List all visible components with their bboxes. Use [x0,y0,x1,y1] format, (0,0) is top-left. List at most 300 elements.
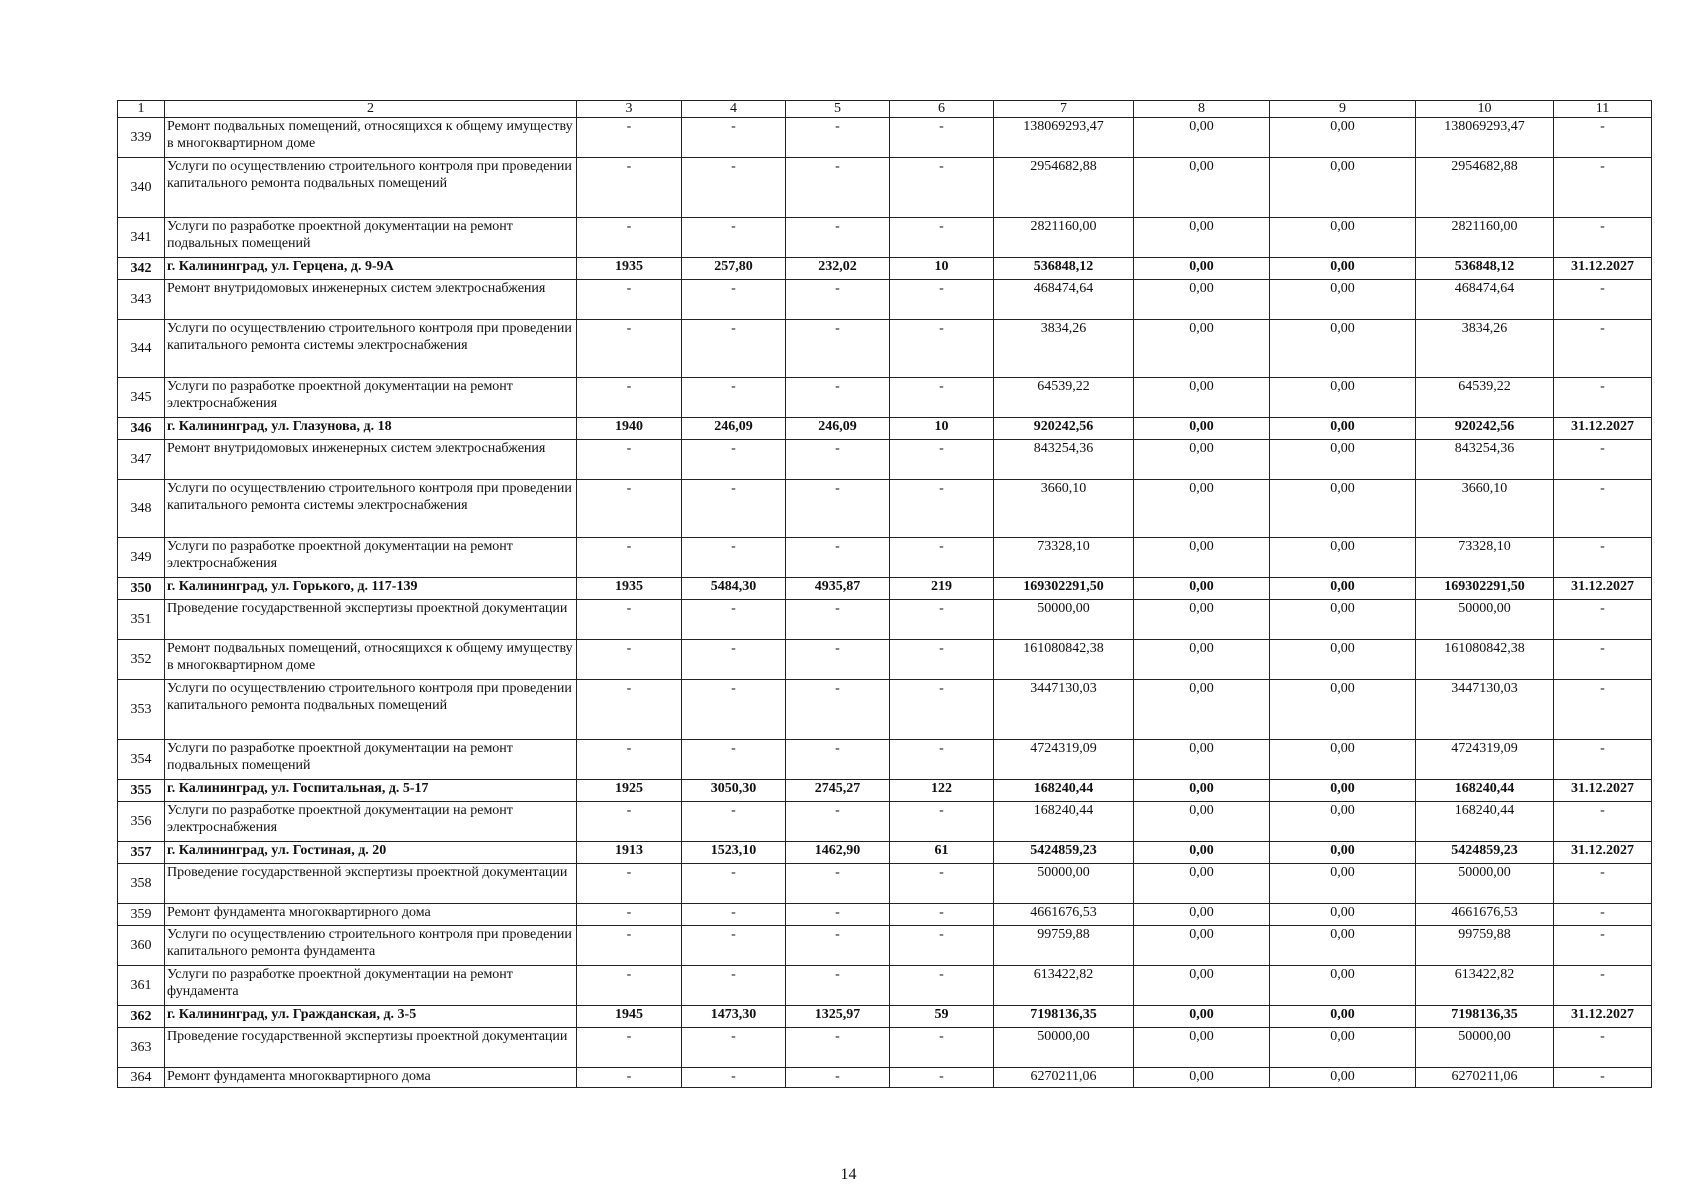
row-number-cell: 354 [118,740,165,780]
table-row [118,320,1652,378]
owners-funds-cell: 64539,22 [1416,378,1554,418]
item-name-cell: Ремонт подвальных помещений, относящихся к общему имуществу в многоквартирном доме [165,118,577,158]
living-area-cell: - [786,320,890,378]
row-number-cell: 348 [118,480,165,538]
fund-regional-cell: 0,00 [1134,480,1270,538]
fund-local-cell: 0,00 [1270,600,1416,640]
owners-funds-cell: 536848,12 [1416,258,1554,280]
deadline-cell: - [1554,680,1652,740]
residents-cell: - [890,802,994,842]
table-row [118,740,1652,780]
total-cost-cell: 73328,10 [994,538,1134,578]
deadline-cell: - [1554,740,1652,780]
residents-cell: - [890,864,994,904]
repair-program-table [117,100,1652,1088]
table-row [118,218,1652,258]
year-built-cell: 1913 [577,842,682,864]
living-area-cell: 1462,90 [786,842,890,864]
fund-regional-cell: 0,00 [1134,1028,1270,1068]
total-area-cell: 1473,30 [682,1006,786,1028]
total-cost-cell: 5424859,23 [994,842,1134,864]
residents-cell: 10 [890,418,994,440]
living-area-cell: - [786,802,890,842]
total-area-cell: - [682,320,786,378]
fund-regional-cell: 0,00 [1134,1068,1270,1088]
owners-funds-cell: 3447130,03 [1416,680,1554,740]
item-name-cell: Ремонт подвальных помещений, относящихся к общему имуществу в многоквартирном доме [165,640,577,680]
total-area-cell: - [682,640,786,680]
residents-cell: - [890,904,994,926]
item-name-cell: Услуги по осуществлению строительного контроля при проведении капитального ремонта системы электроснабжения [165,480,577,538]
living-area-cell: - [786,280,890,320]
fund-local-cell: 0,00 [1270,258,1416,280]
owners-funds-cell: 3834,26 [1416,320,1554,378]
total-area-cell: - [682,600,786,640]
year-built-cell: - [577,538,682,578]
year-built-cell: - [577,740,682,780]
deadline-cell: - [1554,904,1652,926]
living-area-cell: - [786,740,890,780]
year-built-cell: - [577,158,682,218]
item-name-cell: Ремонт фундамента многоквартирного дома [165,1068,577,1088]
item-name-cell: г. Калининград, ул. Гражданская, д. 3-5 [165,1006,577,1028]
item-name-cell: Услуги по осуществлению строительного контроля при проведении капитального ремонта фундамента [165,926,577,966]
owners-funds-cell: 3660,10 [1416,480,1554,538]
fund-regional-cell: 0,00 [1134,418,1270,440]
total-cost-cell: 50000,00 [994,1028,1134,1068]
row-number-cell: 342 [118,258,165,280]
table-row [118,418,1652,440]
row-number-cell: 353 [118,680,165,740]
fund-local-cell: 0,00 [1270,118,1416,158]
item-name-cell: Услуги по осуществлению строительного контроля при проведении капитального ремонта подвальных помещений [165,158,577,218]
row-number-cell: 355 [118,780,165,802]
living-area-cell: 232,02 [786,258,890,280]
table-row [118,780,1652,802]
owners-funds-cell: 50000,00 [1416,600,1554,640]
row-number-cell: 349 [118,538,165,578]
item-name-cell: Проведение государственной экспертизы проектной документации [165,1028,577,1068]
residents-cell: - [890,680,994,740]
total-area-cell: 246,09 [682,418,786,440]
row-number-cell: 357 [118,842,165,864]
total-area-cell: - [682,1028,786,1068]
total-area-cell: - [682,158,786,218]
owners-funds-cell: 73328,10 [1416,538,1554,578]
page-number: 14 [840,1166,857,1183]
table-row [118,258,1652,280]
year-built-cell: - [577,480,682,538]
owners-funds-cell: 169302291,50 [1416,578,1554,600]
fund-local-cell: 0,00 [1270,864,1416,904]
year-built-cell: - [577,640,682,680]
table-row [118,966,1652,1006]
item-name-cell: Услуги по разработке проектной документации на ремонт фундамента [165,966,577,1006]
deadline-cell: - [1554,480,1652,538]
living-area-cell: - [786,904,890,926]
owners-funds-cell: 843254,36 [1416,440,1554,480]
total-area-cell: 257,80 [682,258,786,280]
deadline-cell: 31.12.2027 [1554,418,1652,440]
owners-funds-cell: 50000,00 [1416,1028,1554,1068]
total-area-cell: - [682,802,786,842]
residents-cell: 61 [890,842,994,864]
fund-local-cell: 0,00 [1270,842,1416,864]
total-cost-cell: 843254,36 [994,440,1134,480]
total-area-cell: - [682,864,786,904]
fund-regional-cell: 0,00 [1134,842,1270,864]
deadline-cell: 31.12.2027 [1554,842,1652,864]
year-built-cell: 1945 [577,1006,682,1028]
total-cost-cell: 3447130,03 [994,680,1134,740]
fund-regional-cell: 0,00 [1134,802,1270,842]
living-area-cell: - [786,864,890,904]
column-header: 3 [577,101,682,118]
residents-cell: - [890,480,994,538]
total-area-cell: - [682,218,786,258]
fund-local-cell: 0,00 [1270,480,1416,538]
living-area-cell: - [786,158,890,218]
deadline-cell: - [1554,802,1652,842]
year-built-cell: - [577,864,682,904]
fund-regional-cell: 0,00 [1134,440,1270,480]
deadline-cell: - [1554,158,1652,218]
living-area-cell: - [786,440,890,480]
owners-funds-cell: 2954682,88 [1416,158,1554,218]
total-area-cell: 1523,10 [682,842,786,864]
table-row [118,378,1652,418]
year-built-cell: 1935 [577,258,682,280]
table-body [118,118,1652,1088]
deadline-cell: - [1554,218,1652,258]
fund-regional-cell: 0,00 [1134,640,1270,680]
living-area-cell: 4935,87 [786,578,890,600]
owners-funds-cell: 4661676,53 [1416,904,1554,926]
residents-cell: - [890,378,994,418]
item-name-cell: Проведение государственной экспертизы проектной документации [165,600,577,640]
total-cost-cell: 168240,44 [994,802,1134,842]
column-header: 5 [786,101,890,118]
residents-cell: - [890,600,994,640]
table-row [118,680,1652,740]
deadline-cell: - [1554,966,1652,1006]
table-row [118,1006,1652,1028]
total-cost-cell: 99759,88 [994,926,1134,966]
table-row [118,600,1652,640]
total-cost-cell: 50000,00 [994,600,1134,640]
deadline-cell: - [1554,640,1652,680]
column-header: 11 [1554,101,1652,118]
fund-regional-cell: 0,00 [1134,320,1270,378]
owners-funds-cell: 468474,64 [1416,280,1554,320]
residents-cell: - [890,118,994,158]
row-number-cell: 343 [118,280,165,320]
fund-local-cell: 0,00 [1270,1028,1416,1068]
table-row [118,904,1652,926]
deadline-cell: - [1554,440,1652,480]
fund-local-cell: 0,00 [1270,578,1416,600]
living-area-cell: 246,09 [786,418,890,440]
total-cost-cell: 613422,82 [994,966,1134,1006]
fund-regional-cell: 0,00 [1134,680,1270,740]
total-cost-cell: 2954682,88 [994,158,1134,218]
total-cost-cell: 50000,00 [994,864,1134,904]
living-area-cell: - [786,538,890,578]
row-number-cell: 359 [118,904,165,926]
row-number-cell: 364 [118,1068,165,1088]
fund-local-cell: 0,00 [1270,158,1416,218]
fund-regional-cell: 0,00 [1134,378,1270,418]
fund-local-cell: 0,00 [1270,440,1416,480]
column-header: 1 [118,101,165,118]
year-built-cell: - [577,280,682,320]
row-number-cell: 339 [118,118,165,158]
item-name-cell: Ремонт фундамента многоквартирного дома [165,904,577,926]
residents-cell: 122 [890,780,994,802]
total-area-cell: - [682,378,786,418]
year-built-cell: - [577,680,682,740]
living-area-cell: - [786,966,890,1006]
fund-local-cell: 0,00 [1270,740,1416,780]
row-number-cell: 340 [118,158,165,218]
owners-funds-cell: 99759,88 [1416,926,1554,966]
item-name-cell: Ремонт внутридомовых инженерных систем электроснабжения [165,280,577,320]
row-number-cell: 351 [118,600,165,640]
row-number-cell: 363 [118,1028,165,1068]
column-header: 8 [1134,101,1270,118]
fund-regional-cell: 0,00 [1134,904,1270,926]
row-number-cell: 347 [118,440,165,480]
total-area-cell: - [682,1068,786,1088]
owners-funds-cell: 161080842,38 [1416,640,1554,680]
owners-funds-cell: 168240,44 [1416,802,1554,842]
fund-regional-cell: 0,00 [1134,578,1270,600]
year-built-cell: 1935 [577,578,682,600]
table-row [118,842,1652,864]
fund-local-cell: 0,00 [1270,280,1416,320]
total-area-cell: - [682,966,786,1006]
column-header: 4 [682,101,786,118]
fund-local-cell: 0,00 [1270,218,1416,258]
total-cost-cell: 64539,22 [994,378,1134,418]
total-area-cell: 3050,30 [682,780,786,802]
deadline-cell: - [1554,864,1652,904]
fund-local-cell: 0,00 [1270,926,1416,966]
living-area-cell: - [786,480,890,538]
item-name-cell: г. Калининград, ул. Госпитальная, д. 5-17 [165,780,577,802]
table-row [118,1068,1652,1088]
column-header: 6 [890,101,994,118]
total-cost-cell: 536848,12 [994,258,1134,280]
total-cost-cell: 3660,10 [994,480,1134,538]
deadline-cell: - [1554,538,1652,578]
living-area-cell: - [786,926,890,966]
owners-funds-cell: 920242,56 [1416,418,1554,440]
fund-local-cell: 0,00 [1270,680,1416,740]
fund-regional-cell: 0,00 [1134,218,1270,258]
total-area-cell: - [682,740,786,780]
row-number-cell: 356 [118,802,165,842]
total-cost-cell: 2821160,00 [994,218,1134,258]
total-cost-cell: 468474,64 [994,280,1134,320]
fund-local-cell: 0,00 [1270,538,1416,578]
item-name-cell: Услуги по осуществлению строительного контроля при проведении капитального ремонта системы электроснабжения [165,320,577,378]
item-name-cell: Услуги по разработке проектной документации на ремонт электроснабжения [165,538,577,578]
residents-cell: - [890,966,994,1006]
year-built-cell: - [577,1028,682,1068]
deadline-cell: - [1554,320,1652,378]
total-area-cell: - [682,480,786,538]
fund-local-cell: 0,00 [1270,780,1416,802]
item-name-cell: Ремонт внутридомовых инженерных систем электроснабжения [165,440,577,480]
residents-cell: - [890,440,994,480]
living-area-cell: - [786,118,890,158]
fund-regional-cell: 0,00 [1134,966,1270,1006]
deadline-cell: - [1554,926,1652,966]
living-area-cell: - [786,1068,890,1088]
table-row [118,280,1652,320]
deadline-cell: 31.12.2027 [1554,1006,1652,1028]
total-area-cell: 5484,30 [682,578,786,600]
fund-local-cell: 0,00 [1270,418,1416,440]
residents-cell: - [890,1028,994,1068]
total-cost-cell: 168240,44 [994,780,1134,802]
total-cost-cell: 4724319,09 [994,740,1134,780]
row-number-cell: 360 [118,926,165,966]
item-name-cell: Услуги по разработке проектной документации на ремонт подвальных помещений [165,218,577,258]
table-row [118,118,1652,158]
total-area-cell: - [682,926,786,966]
year-built-cell: 1925 [577,780,682,802]
fund-regional-cell: 0,00 [1134,538,1270,578]
fund-local-cell: 0,00 [1270,904,1416,926]
fund-local-cell: 0,00 [1270,320,1416,378]
year-built-cell: - [577,904,682,926]
residents-cell: 59 [890,1006,994,1028]
total-area-cell: - [682,680,786,740]
row-number-cell: 346 [118,418,165,440]
table-row [118,802,1652,842]
table-row [118,926,1652,966]
item-name-cell: Услуги по разработке проектной документации на ремонт подвальных помещений [165,740,577,780]
item-name-cell: Услуги по разработке проектной документации на ремонт электроснабжения [165,802,577,842]
column-header: 10 [1416,101,1554,118]
fund-local-cell: 0,00 [1270,378,1416,418]
residents-cell: - [890,280,994,320]
deadline-cell: - [1554,1068,1652,1088]
fund-local-cell: 0,00 [1270,966,1416,1006]
fund-regional-cell: 0,00 [1134,280,1270,320]
total-cost-cell: 3834,26 [994,320,1134,378]
column-header: 9 [1270,101,1416,118]
living-area-cell: 2745,27 [786,780,890,802]
total-area-cell: - [682,118,786,158]
year-built-cell: - [577,218,682,258]
year-built-cell: - [577,1068,682,1088]
residents-cell: - [890,158,994,218]
fund-regional-cell: 0,00 [1134,600,1270,640]
fund-regional-cell: 0,00 [1134,780,1270,802]
table-row [118,1028,1652,1068]
document-sheet [117,100,1651,1088]
owners-funds-cell: 7198136,35 [1416,1006,1554,1028]
row-number-cell: 352 [118,640,165,680]
owners-funds-cell: 168240,44 [1416,780,1554,802]
deadline-cell: - [1554,280,1652,320]
owners-funds-cell: 613422,82 [1416,966,1554,1006]
deadline-cell: - [1554,600,1652,640]
owners-funds-cell: 6270211,06 [1416,1068,1554,1088]
living-area-cell: - [786,1028,890,1068]
row-number-cell: 350 [118,578,165,600]
residents-cell: - [890,740,994,780]
owners-funds-cell: 2821160,00 [1416,218,1554,258]
owners-funds-cell: 138069293,47 [1416,118,1554,158]
year-built-cell: 1940 [577,418,682,440]
item-name-cell: г. Калининград, ул. Горького, д. 117-139 [165,578,577,600]
year-built-cell: - [577,320,682,378]
table-row [118,158,1652,218]
year-built-cell: - [577,378,682,418]
year-built-cell: - [577,440,682,480]
residents-cell: - [890,640,994,680]
fund-regional-cell: 0,00 [1134,926,1270,966]
item-name-cell: Услуги по осуществлению строительного контроля при проведении капитального ремонта подвальных помещений [165,680,577,740]
fund-regional-cell: 0,00 [1134,740,1270,780]
table-row [118,538,1652,578]
deadline-cell: - [1554,118,1652,158]
total-cost-cell: 7198136,35 [994,1006,1134,1028]
row-number-cell: 361 [118,966,165,1006]
year-built-cell: - [577,600,682,640]
residents-cell: 219 [890,578,994,600]
total-cost-cell: 169302291,50 [994,578,1134,600]
table-row [118,440,1652,480]
column-header: 2 [165,101,577,118]
residents-cell: - [890,218,994,258]
owners-funds-cell: 4724319,09 [1416,740,1554,780]
deadline-cell: 31.12.2027 [1554,258,1652,280]
total-cost-cell: 161080842,38 [994,640,1134,680]
total-area-cell: - [682,904,786,926]
total-area-cell: - [682,538,786,578]
deadline-cell: - [1554,1028,1652,1068]
fund-local-cell: 0,00 [1270,1068,1416,1088]
living-area-cell: - [786,640,890,680]
table-row [118,864,1652,904]
column-header: 7 [994,101,1134,118]
row-number-cell: 345 [118,378,165,418]
residents-cell: - [890,1068,994,1088]
item-name-cell: Проведение государственной экспертизы проектной документации [165,864,577,904]
fund-regional-cell: 0,00 [1134,158,1270,218]
fund-local-cell: 0,00 [1270,1006,1416,1028]
deadline-cell: - [1554,378,1652,418]
row-number-cell: 344 [118,320,165,378]
total-cost-cell: 6270211,06 [994,1068,1134,1088]
living-area-cell: 1325,97 [786,1006,890,1028]
item-name-cell: Услуги по разработке проектной документации на ремонт электроснабжения [165,378,577,418]
item-name-cell: г. Калининград, ул. Глазунова, д. 18 [165,418,577,440]
living-area-cell: - [786,218,890,258]
total-cost-cell: 920242,56 [994,418,1134,440]
deadline-cell: 31.12.2027 [1554,780,1652,802]
year-built-cell: - [577,926,682,966]
row-number-cell: 362 [118,1006,165,1028]
living-area-cell: - [786,680,890,740]
fund-regional-cell: 0,00 [1134,118,1270,158]
year-built-cell: - [577,802,682,842]
